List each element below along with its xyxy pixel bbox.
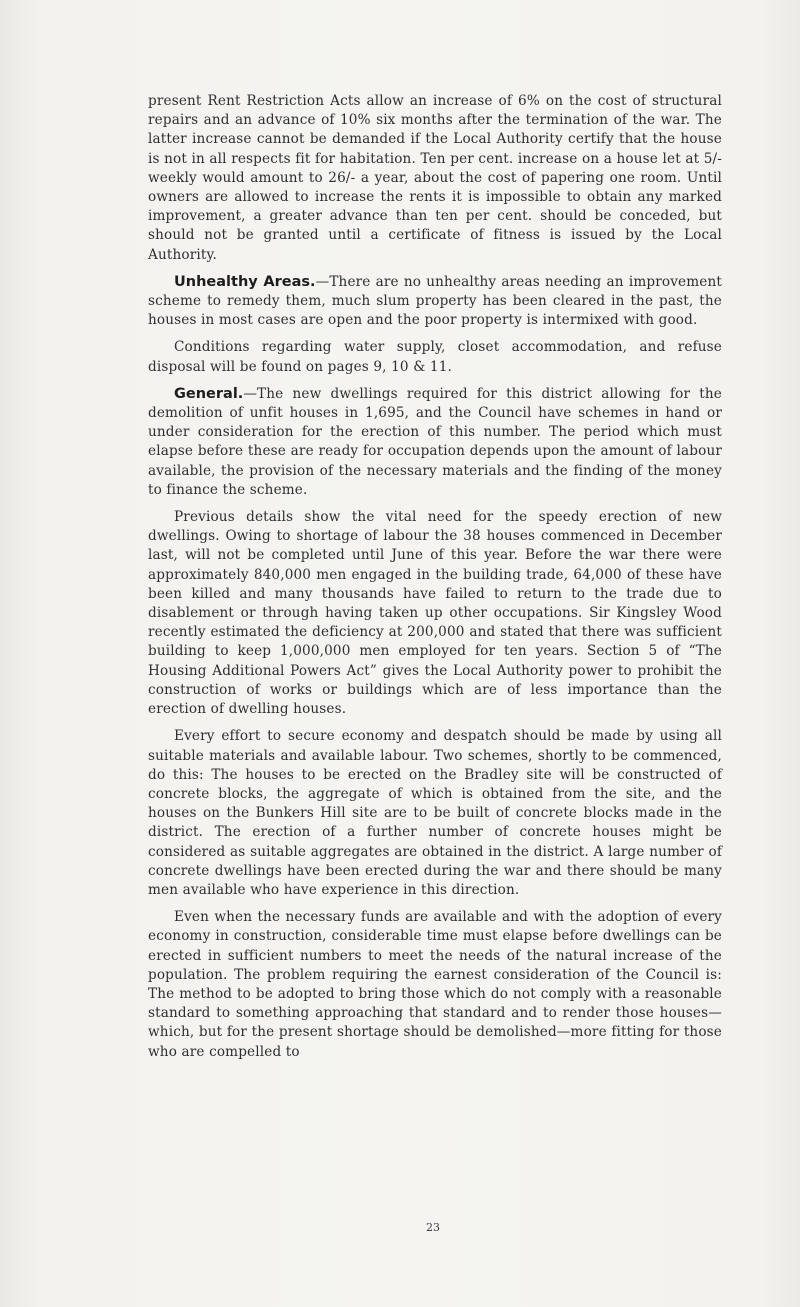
page-number: 23: [426, 1221, 440, 1234]
paragraph-previous-details: Previous details show the vital need for the speedy erection of new dwellings. Owing to shortage of labour the 38 houses commenced in December last, will not be completed until June of this year. Before the war there were approximately 840,000 men engaged in the building trade, 64,000 of these have been killed and many thousands have failed to return to the trade due to disablement or through having taken up other occupations. Sir Kingsley Wood recently estimated the deficiency at 200,000 and stated that there was sufficient building to keep 1,000,000 men employed for ten years. Section 5 of “The Housing Additional Powers Act” gives the Local Authority power to prohibit the construction of works or buildings which are of less importance than the erection of dwelling houses.: [148, 509, 722, 718]
paragraph-rent-restriction: present Rent Restriction Acts allow an increase of 6% on the cost of structural repairs and an advance of 10% six months after the termination of the war. The latter increase cannot be demanded if the Local Authority certify that the house is not in all respects fit for habitation. Ten per cent. increase on a house let at 5/- weekly would amount to 26/- a year, about the cost of papering one room. Until owners are allowed to increase the rents it is impossible to obtain any marked improvement, a greater advance than ten per cent. should be conceded, but should not be granted until a certificate of fitness is issued by the Local Authority.: [148, 93, 722, 263]
paragraph-every-effort: Every effort to secure economy and despatch should be made by using all suitable materials and available labour. Two schemes, shortly to be commenced, do this: The houses to be erected on the Bradley site will be constructed of concrete blocks, the aggregate of which is obtained from the site, and the houses on the Bunkers Hill site are to be built of concrete blocks made in the district. The erection of a further number of concrete houses might be considered as suitable aggregates are obtained in the district. A large number of concrete dwellings have been erected during the war and there should be many men available who have experience in this direction.: [148, 728, 722, 898]
general-body: —The new dwellings required for this district allowing for the demolition of unfit houses in 1,695, and the Council have schemes in hand or under consideration for the erection of this number. The period which must elapse before these are ready for occupation depends upon the amount of labour available, the provision of the necessary materials and the finding of the money to finance the scheme.: [148, 385, 722, 498]
paragraph-even-when: Even when the necessary funds are available and with the adoption of every economy in construction, considerable time must elapse before dwellings can be erected in sufficient numbers to meet the needs of the natural increase of the population. The problem requiring the earnest consideration of the Council is: The method to be adopted to bring those which do not comply with a reasonable standard to something approaching that standard and to render those houses—which, but for the present shortage should be demolished—more fitting for those who are compelled to: [148, 909, 722, 1060]
heading-unhealthy-areas: Unhealthy Areas.: [174, 273, 316, 290]
paragraph-conditions: Conditions regarding water supply, closet accommodation, and refuse disposal will be found on pages 9, 10 & 11.: [148, 339, 722, 375]
body-text: [148, 92, 722, 1070]
paragraph-unhealthy-areas: [148, 273, 722, 331]
paragraph-general: [148, 385, 722, 500]
unhealthy-areas-body: —There are no unhealthy areas needing an improvement scheme to remedy them, much slum property has been cleared in the past, the houses in most cases are open and the poor property is intermixed with good.: [148, 273, 723, 329]
heading-general: General.: [174, 385, 244, 402]
